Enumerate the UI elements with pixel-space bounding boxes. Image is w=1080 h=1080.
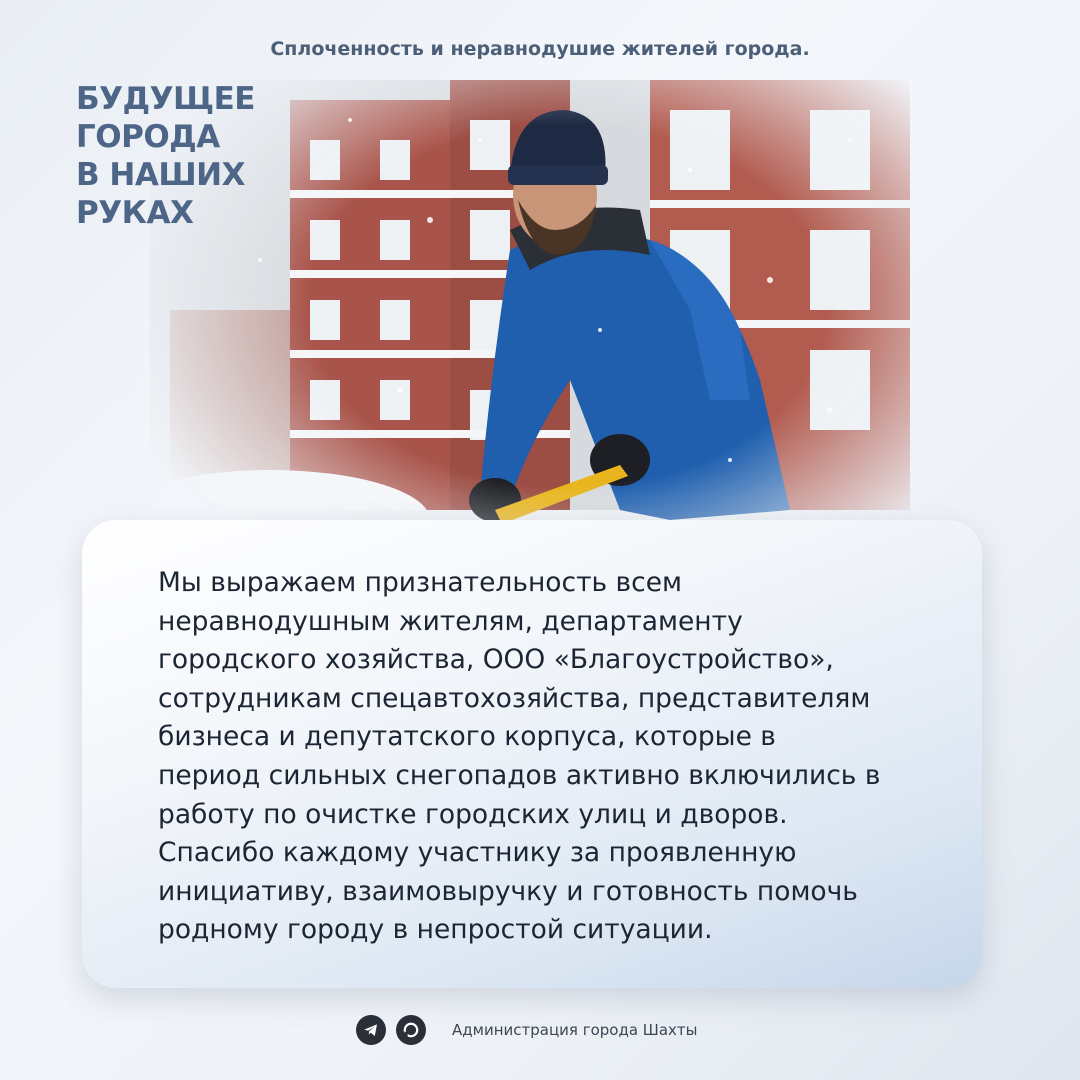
headline-line-3: В НАШИХ <box>76 157 245 193</box>
message-line: родному городу в непростой ситуации. <box>158 914 713 946</box>
headline-line-4: РУКАХ <box>76 195 194 231</box>
message-line: Мы выражаем признательность всем <box>158 567 683 598</box>
headline-line-2: ГОРОДА <box>76 119 220 155</box>
message-line: Спасибо каждому участнику за проявленную <box>158 837 797 869</box>
snow-shoveling-photo <box>150 80 910 550</box>
message-line: неравнодушным жителям, департаменту <box>158 605 743 637</box>
message-line: работу по очистке городских улиц и дворов. <box>158 798 788 830</box>
message-line: инициативу, взаимовыручку и готовность помочь <box>158 875 858 907</box>
footer-text: Администрация города Шахты <box>452 1021 698 1039</box>
message-line: сотрудникам спецавтохозяйства, представителям <box>158 682 871 714</box>
photo-illustration <box>150 80 910 550</box>
max-messenger-icon[interactable] <box>396 1015 426 1045</box>
message-line: период сильных снегопадов активно включились в <box>158 759 881 791</box>
footer <box>356 1015 697 1045</box>
telegram-icon[interactable] <box>356 1015 386 1045</box>
page-headline <box>76 80 255 232</box>
message-line: бизнеса и депутатского корпуса, которые в <box>158 721 776 753</box>
message-line: городского хозяйства, ООО «Благоустройство», <box>158 644 834 676</box>
message-text <box>158 564 948 950</box>
page-subtitle: Сплоченность и неравнодушие жителей города. <box>270 38 810 60</box>
headline-line-1: БУДУЩЕЕ <box>76 81 255 117</box>
message-card <box>82 520 982 988</box>
